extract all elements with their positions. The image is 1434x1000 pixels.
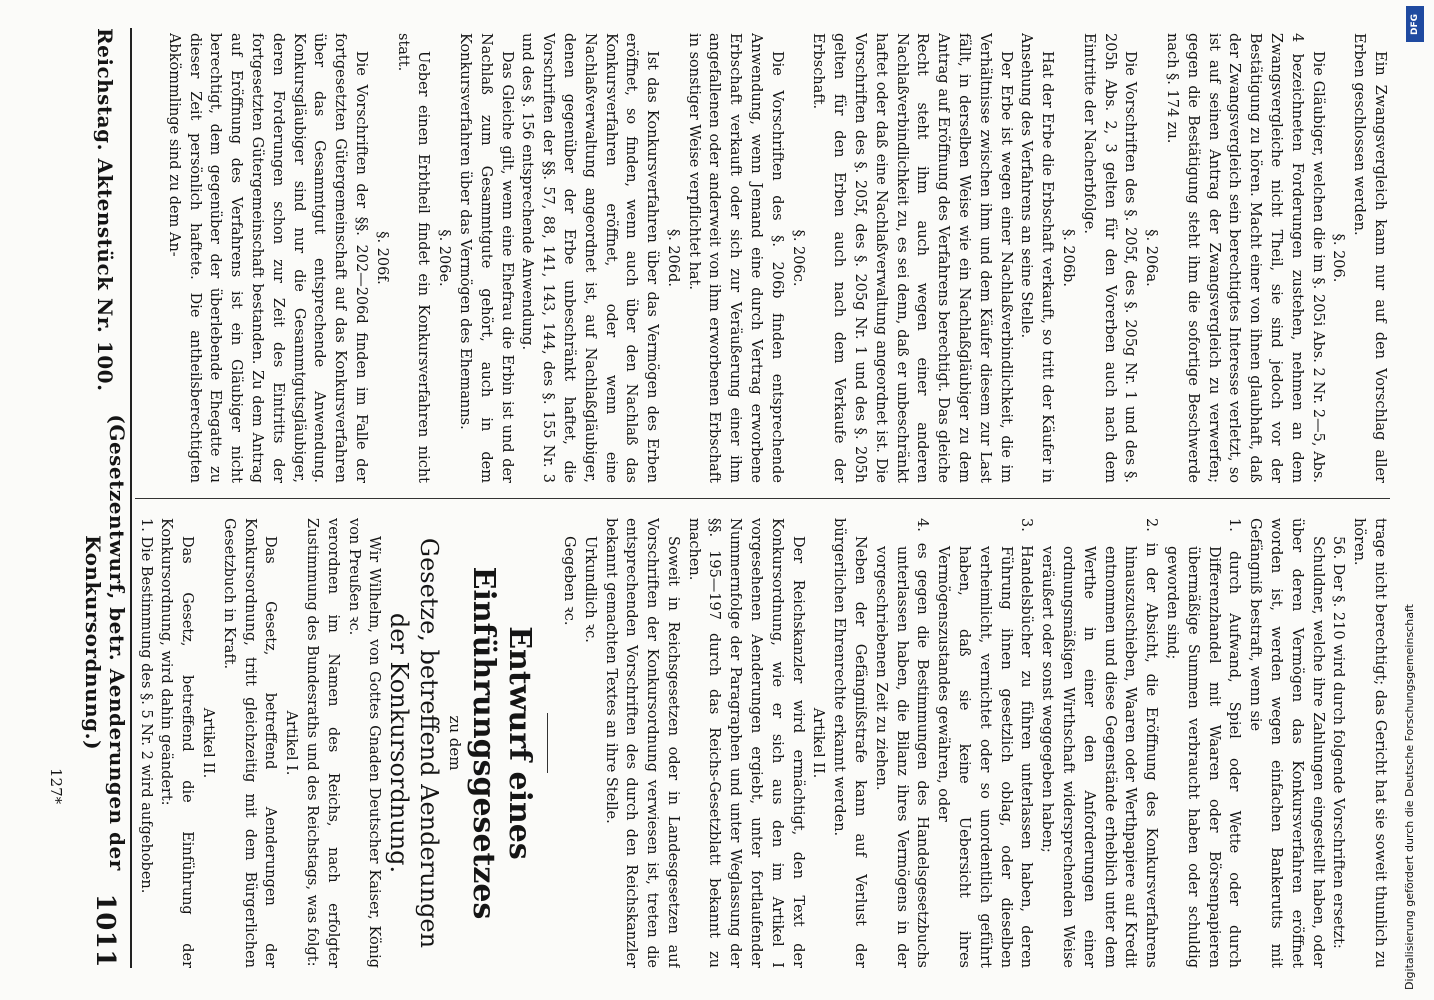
header-left: Reichstag. Aktenstück Nr. 100.: [93, 28, 117, 392]
section-heading: §. 206e.: [436, 229, 453, 287]
left-column: [135, 33, 1390, 483]
section-heading: §. 206b.: [1060, 228, 1077, 288]
paragraph: 56. Der §. 210 wird durch folgende Vorschriften ersetzt:: [1330, 536, 1347, 949]
section-heading: Artikel I.: [283, 710, 300, 776]
paragraph: Das Gleiche gilt, wenn eine Ehefrau die Erbin ist und der Nachlaß zum Gesammtgute gehört, auch in dem Konkursverfahren über das Vermögen des Ehemanns.: [456, 33, 515, 483]
paragraph: Urkundlich ꝛc.: [581, 536, 598, 643]
dfg-logo: DFG: [1406, 6, 1424, 42]
list-item: 1. durch Aufwand, Spiel oder Wette oder durch Differenzhandel mit Waaren oder Börsenpapieren übermäßige Summen verbraucht haben oder schuldig geworden sind;: [1164, 518, 1243, 968]
section-heading: Artikel II.: [810, 707, 827, 779]
paragraph: Das Gesetz, betreffend Aenderungen der Konkursordnung, tritt gleichzeitig mit dem Bürgerlichen Gesetzbuch in Kraft.: [220, 518, 279, 968]
rotated-page-content: [25, 8, 1410, 988]
paragraph: Ueber einen Erbtheil findet ein Konkursverfahren nicht statt.: [394, 33, 432, 483]
section-heading: §. 206f.: [373, 231, 390, 285]
paragraph: Ist das Konkursverfahren über das Vermögen des Erben eröffnet, so finden, wenn auch über den Nachlaß das Konkursverfahren eröffnet, oder wenn eine Nachlaßverwaltung angeordnet ist, auf Nachlaßgläubiger, denen gegenüber der Erbe unbeschränkt haftet, die Vorschriften der §§. 57, 88, 141, 143, 144, des §. 155 Nr. 3 und des §. 156 entsprechende Anwendung.: [519, 33, 661, 483]
list-item: 2. in der Absicht, die Eröffnung des Konkursverfahrens hinauszuschieben, Waaren oder Werthpapiere auf Kredit entnommen und diese Gegenstände erheblich unter dem Werthe in einer den Anforderungen einer ordnungsmäßigen Wirthschaft widersprechenden Weise veräußert oder sonst weggegeben haben;: [1039, 518, 1160, 968]
digitization-credit: [1400, 0, 1426, 1000]
paragraph: Hat der Erbe die Erbschaft verkauft, so tritt der Käufer in Ansehung des Verfahrens an seine Stelle.: [1018, 33, 1056, 483]
draft-heading: Gesetze, betreffend Aenderungen der Konkursordnung.: [385, 537, 444, 949]
header-rule: [130, 28, 132, 968]
paragraph: Wir Wilhelm, von Gottes Gnaden Deutscher Kaiser, König von Preußen ꝛc.: [345, 518, 383, 968]
paragraph: Gegeben ꝛc.: [560, 536, 577, 626]
paragraph: Die Vorschriften des §. 206b finden entsprechende Anwendung, wenn Jemand eine durch Vertrag erworbene Erbschaft verkauft oder sich zur Veräußerung einer ihm angefallenen oder anderweit von ihm erworbenen Erbschaft in sonstiger Weise verpflichtet hat.: [685, 33, 785, 483]
paragraph: Die Vorschriften der §§. 202—206d finden im Falle der fortgesetzten Gütergemeinschaft auf das Konkursverfahren über das Gesammtgut entsprechende Anwendung. Konkursgläubiger sind nur die Gesammtgutsgläubiger, deren Forderungen schon zur Zeit des Eintritts der fortgesetzten Gütergemeinschaft bestanden. Zu dem Antrag auf Eröffnung des Verfahrens ist ein Gläubiger nicht berechtigt, dem gegenüber der überlebende Ehegatte zu dieser Zeit persönlich haftete. Die antheilsberechtigten Abkömmlinge sind zu dem An-: [165, 33, 369, 483]
header-center: (Gesetzentwurf, betr. Aenderungen der Konkursordnung.): [81, 414, 129, 871]
sheet-mark: 127*: [47, 768, 65, 805]
section-rule: [547, 713, 548, 773]
section-heading: §. 206d.: [664, 228, 681, 288]
section-heading: §. 206c.: [789, 229, 806, 287]
page-header: [81, 28, 129, 968]
column-divider: [135, 498, 1390, 499]
credit-text: Digitalisierung gefördert durch die Deutsche Forschungsgemeinschaft: [1403, 604, 1416, 990]
page-number: 1011: [90, 893, 120, 968]
draft-subtitle: zu dem: [446, 715, 465, 771]
section-heading: Artikel II.: [199, 707, 216, 779]
paragraph: Das Gesetz, betreffend die Einführung der Konkursordnung, wird dahin geändert:: [158, 518, 196, 968]
paragraph: Die Gläubiger, welchen die im §. 205i Abs. 2 Nr. 2—5, Abs. 4 bezeichneten Forderungen zustehen, nehmen an dem Zwangsvergleiche nicht Theil, sie sind jedoch vor der Bestätigung zu hören. Macht einer von ihnen glaubhaft, daß der Zwangsvergleich sein berechtigtes Interesse verletzt, so ist auf seinen Antrag der Zwangsvergleich zu verwerfen; gegen die Bestätigung steht ihm die sofortige Beschwerde nach §. 174 zu.: [1164, 33, 1326, 483]
paragraph: Ein Zwangsvergleich kann nur auf den Vorschlag aller Erben geschlossen werden.: [1351, 33, 1388, 483]
list-item: 1. Die Bestimmung des §. 5 Nr. 2 wird aufgehoben.: [137, 518, 154, 894]
section-heading: §. 206.: [1330, 233, 1347, 283]
list-item: 3. Handelsbücher zu führen unterlassen haben, deren Führung ihnen gesetzlich oblag, oder dieselben verheimlicht, vernichtet oder so unordentlich geführt haben, daß sie keine Uebersicht ihres Vermögenszustandes gewähren, oder: [935, 518, 1035, 968]
list-item: 4. es gegen die Bestimmungen des Handelsgesetzbuchs unterlassen haben, die Bilanz ihres Vermögens in der vorgeschriebenen Zeit zu ziehen.: [872, 518, 931, 968]
section-heading: §. 206a.: [1143, 229, 1160, 287]
paragraph: Der Reichskanzler wird ermächtigt, den Text der Konkursordnung, wie er sich aus den im Artikel I vorgesehenen Aenderungen ergiebt, unter fortlaufender Nummernfolge der Paragraphen und unter Weglassung der §§. 195—197 durch das Reichs-Gesetzblatt bekannt zu machen.: [685, 518, 806, 968]
paragraph: Neben der Gefängnißstrafe kann auf Verlust der bürgerlichen Ehrenrechte erkannt werden.: [831, 518, 869, 968]
paragraph: verordnen im Namen des Reichs, nach erfolgter Zustimmung des Bundesraths und des Reichstags, was folgt:: [303, 518, 341, 968]
paragraph: Soweit in Reichsgesetzen oder in Landesgesetzen auf Vorschriften der Konkursordnung verwiesen ist, treten die entsprechenden Vorschriften des durch den Reichskanzler bekannt gemachten Textes an ihre Stelle.: [602, 518, 681, 968]
paragraph: Schuldner, welche ihre Zahlungen eingestellt haben, oder über deren Vermögen das Konkursverfahren eröffnet worden ist, werden wegen einfachen Bankerutts mit Gefängniß bestraft, wenn sie: [1247, 518, 1326, 968]
draft-title: Entwurf eines Einführungsgesetzes: [466, 566, 538, 920]
paragraph: trage nicht berechtigt; das Gericht hat sie soweit thunlich zu hören.: [1351, 518, 1388, 968]
paragraph: Der Erbe ist wegen einer Nachlaßverbindlichkeit, die im Verhältnisse zwischen ihm und dem Käufer diesem zur Last fällt, in derselben Weise wie ein Nachlaßgläubiger zu dem Antrag auf Eröffnung des Verfahrens berechtigt. Das gleiche Recht steht ihm auch wegen einer anderen Nachlaßverbindlichkeit zu, es sei denn, daß er unbeschränkt haftet oder daß eine Nachlaßverwaltung angeordnet ist. Die Vorschriften des §. 205f, des §. 205g Nr. 1 und des §. 205h gelten für den Erben auch nach dem Verkaufe der Erbschaft.: [810, 33, 1014, 483]
right-column: [135, 518, 1390, 968]
paragraph: Die Vorschriften des §. 205f, des §. 205g Nr. 1 und des §. 205h Abs. 2, 3 gelten für den Vorerben auch nach dem Eintritte der Nacherbfolge.: [1080, 33, 1139, 483]
